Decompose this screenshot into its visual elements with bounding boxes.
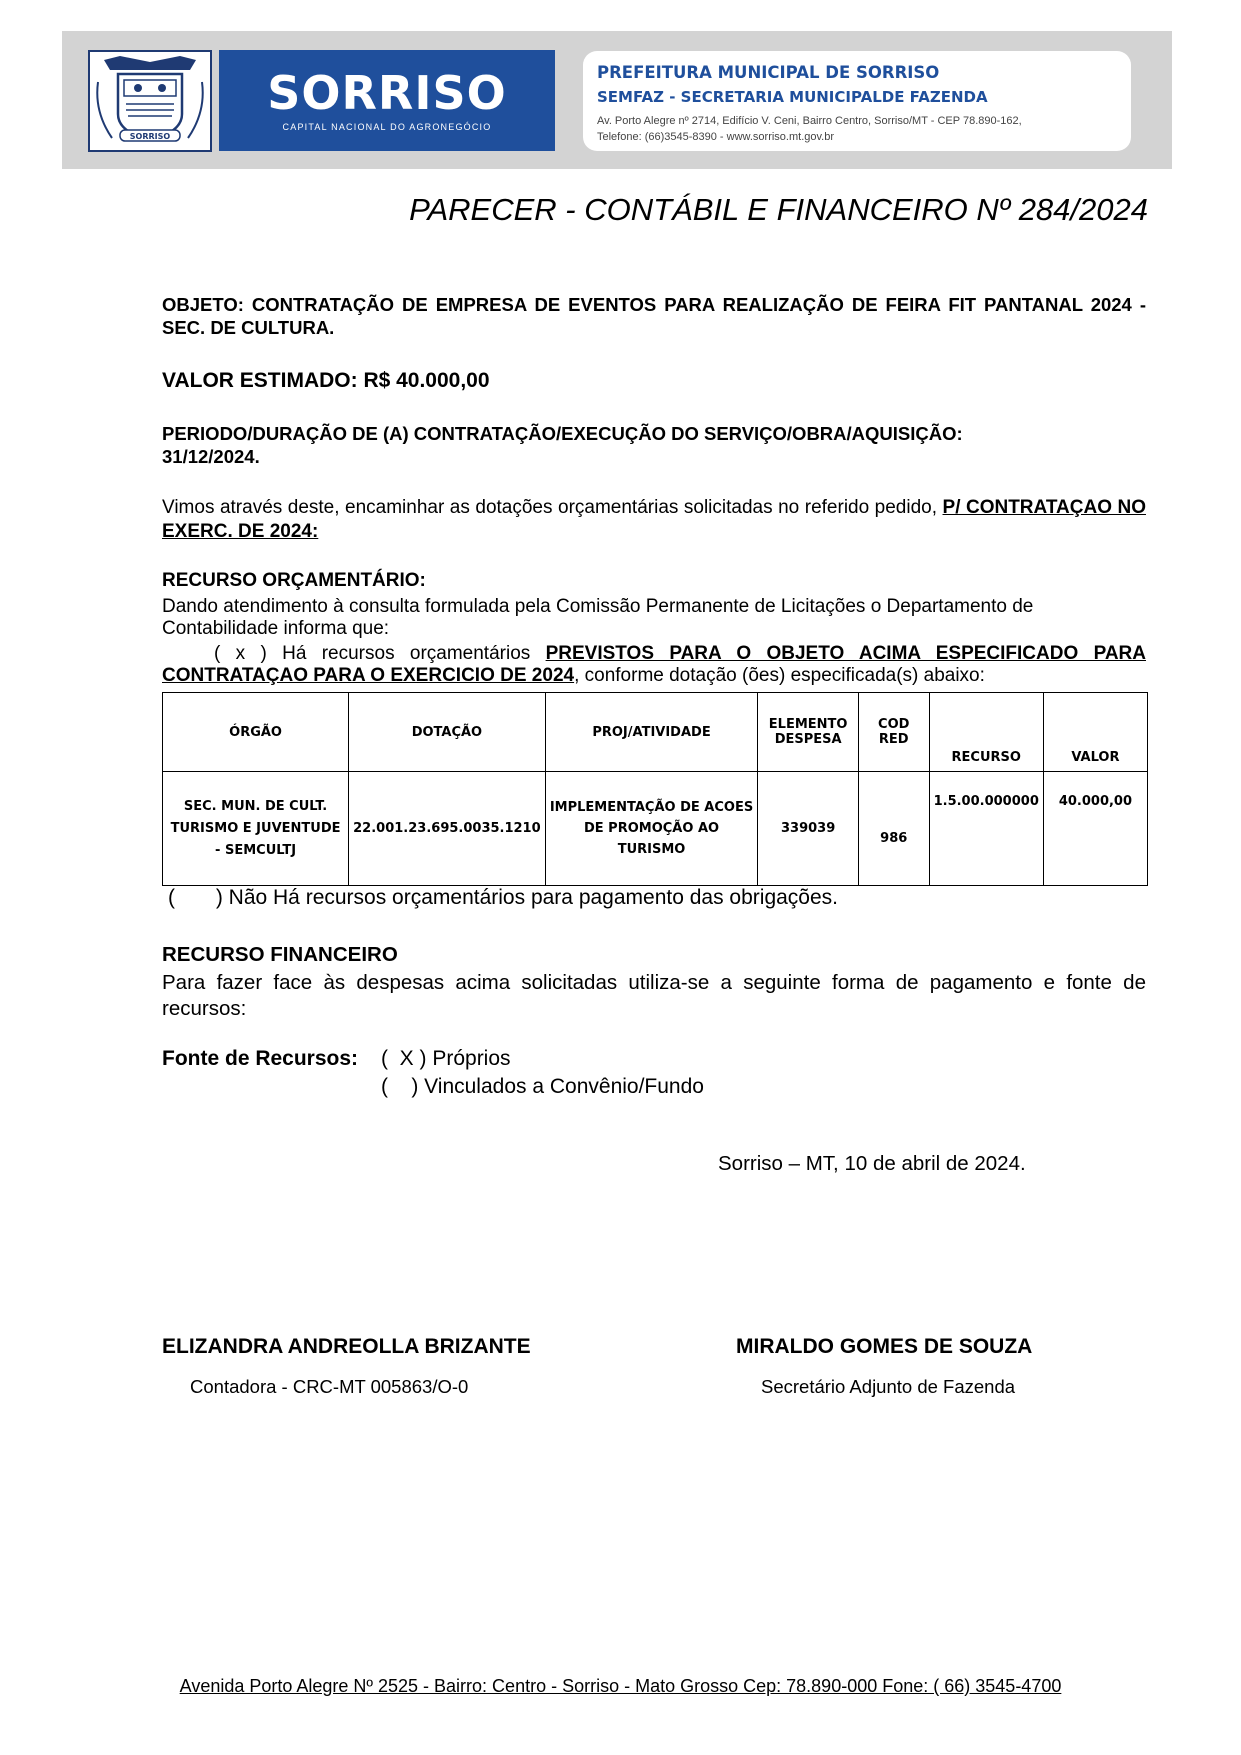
cell-orgao: SEC. MUN. DE CULT. TURISMO E JUVENTUDE - SEMCULTJ	[163, 772, 349, 886]
signature-role-right: Secretário Adjunto de Fazenda	[761, 1376, 1016, 1397]
cell-elemento-despesa: 339039	[758, 772, 858, 886]
logo-name: SORRISO	[267, 66, 507, 120]
recurso-check-prefix: ( x ) Há recursos orçamentários	[214, 643, 546, 664]
crest-emblem-icon	[90, 52, 210, 150]
document-title: PARECER - CONTÁBIL E FINANCEIRO Nº 284/2024	[409, 192, 1148, 227]
intro-text: Vimos através deste, encaminhar as dotações orçamentárias solicitadas no referido pedido,	[162, 497, 943, 518]
option-proprios: ( X ) Próprios	[381, 1047, 511, 1070]
budget-allocation-table	[162, 692, 1148, 886]
cell-valor: 40.000,00	[1043, 772, 1147, 886]
option-vinculados: ( ) Vinculados a Convênio/Fundo	[381, 1075, 704, 1098]
column-header-cod-red: COD RED	[858, 693, 929, 772]
no-resources-line: ( ) Não Há recursos orçamentários para pagamento das obrigações.	[168, 886, 838, 909]
institution-name: PREFEITURA MUNICIPAL DE SORRISO	[597, 63, 940, 82]
signature-name-right: MIRALDO GOMES DE SOUZA	[736, 1335, 1033, 1358]
cell-proj-atividade: IMPLEMENTAÇÃO DE ACOES DE PROMOÇÃO AO TURISMO	[545, 772, 758, 886]
cell-dotacao: 22.001.23.695.0035.1210	[349, 772, 546, 886]
recurso-orcamentario-heading: RECURSO ORÇAMENTÁRIO:	[162, 570, 426, 591]
column-header-proj-atividade: PROJ/ATIVIDADE	[545, 693, 758, 772]
cell-cod-red: 986	[858, 772, 929, 886]
city-logo	[219, 50, 555, 151]
column-header-valor: VALOR	[1043, 693, 1147, 772]
logo-tagline: CAPITAL NACIONAL DO AGRONEGÓCIO	[282, 122, 492, 132]
column-header-orgao: ÓRGÃO	[163, 693, 349, 772]
objeto-text: OBJETO: CONTRATAÇÃO DE EMPRESA DE EVENTOS PARA REALIZAÇÃO DE FEIRA FIT PANTANAL 2024 - SEC. DE CULTURA.	[162, 294, 1146, 338]
institution-contact: Telefone: (66)3545-8390 - www.sorriso.mt.gov.br	[597, 131, 835, 143]
signature-name-left: ELIZANDRA ANDREOLLA BRIZANTE	[162, 1335, 531, 1358]
periodo-text: PERIODO/DURAÇÃO DE (A) CONTRATAÇÃO/EXECUÇÃO DO SERVIÇO/OBRA/AQUISIÇÃO: 31/12/2024.	[162, 423, 963, 467]
recurso-financeiro-paragraph: Para fazer face às despesas acima solicitadas utiliza-se a seguinte forma de pagamento e fonte de recursos:	[162, 971, 1146, 1020]
table-row	[163, 772, 1148, 886]
column-header-dotacao: DOTAÇÃO	[349, 693, 546, 772]
recurso-orcamentario-paragraph: Dando atendimento à consulta formulada pela Comissão Permanente de Licitações o Departamento de Contabilidade informa que:	[162, 596, 1034, 639]
cell-recurso: 1.5.00.000000	[929, 772, 1043, 886]
signature-role-left: Contadora - CRC-MT 005863/O-0	[190, 1376, 469, 1397]
municipal-crest	[88, 50, 212, 152]
table-header-row	[163, 693, 1148, 772]
page-footer-address: Avenida Porto Alegre Nº 2525 - Bairro: Centro - Sorriso - Mato Grosso Cep: 78.890-000 Fone: ( 66) 3545-4700	[179, 1676, 1062, 1696]
column-header-elemento-despesa: ELEMENTO DESPESA	[758, 693, 858, 772]
department-name: SEMFAZ - SECRETARIA MUNICIPALDE FAZENDA	[597, 88, 988, 106]
recurso-check-bold: PREVISTOS PARA O OBJETO ACIMA ESPECIFICADO PARA CONTRATAÇAO PARA O EXERCICIO DE 2024	[162, 643, 1146, 686]
recurso-check-paragraph	[162, 643, 1146, 687]
fonte-recursos-label: Fonte de Recursos:	[162, 1047, 359, 1070]
institution-address: Av. Porto Alegre nº 2714, Edifício V. Ceni, Bairro Centro, Sorriso/MT - CEP 78.890-162,	[597, 115, 1022, 127]
place-date: Sorriso – MT, 10 de abril de 2024.	[718, 1152, 1026, 1175]
intro-paragraph	[162, 496, 1146, 544]
institution-info-box	[583, 51, 1131, 151]
recurso-check-suffix: , conforme dotação (ões) especificada(s) abaixo:	[574, 665, 985, 686]
crest-label: SORRISO	[129, 132, 171, 141]
intro-underlined: P/ CONTRATAÇAO NO EXERC. DE 2024:	[162, 497, 1146, 542]
valor-estimado: VALOR ESTIMADO: R$ 40.000,00	[162, 369, 490, 392]
column-header-recurso: RECURSO	[929, 693, 1043, 772]
recurso-financeiro-heading: RECURSO FINANCEIRO	[162, 943, 398, 966]
